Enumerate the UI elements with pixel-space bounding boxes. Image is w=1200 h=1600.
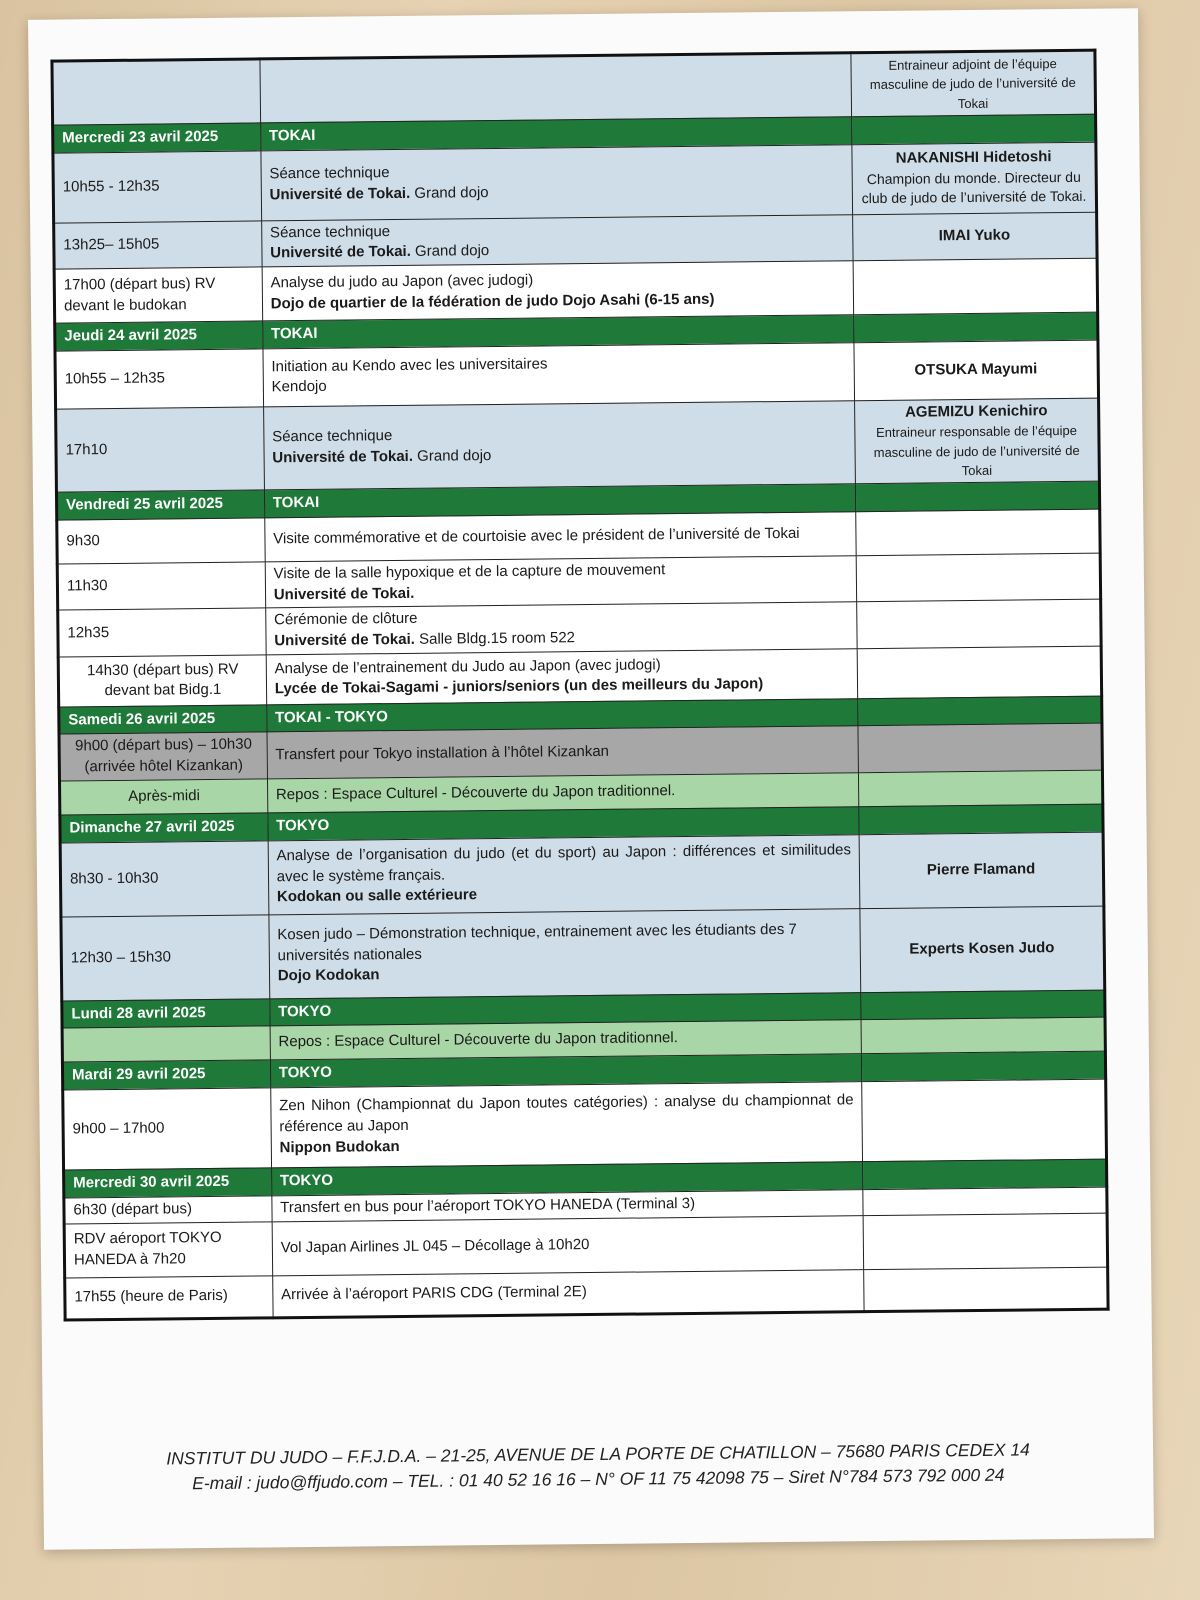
table-row: [55, 340, 1099, 409]
time-cell: 14h30 (départ bus) RV devant bat Bidg.1: [58, 655, 266, 707]
activity-cell: Séance technique Université de Tokai. Grand dojo: [263, 400, 855, 490]
time-cell: 10h55 - 12h35: [53, 151, 261, 223]
day-date: Lundi 28 avril 2025: [62, 998, 270, 1028]
trainer-cell: NAKANISHI Hidetoshi Champion du monde. Directeur du club de judo de l’université de Tokai.: [852, 142, 1097, 215]
activity-cell: Cérémonie de clôture Université de Tokai. Salle Bldg.15 room 522: [265, 602, 857, 655]
trainer-cell: Pierre Flamand: [859, 832, 1104, 909]
day-place: TOKYO: [270, 1054, 862, 1088]
activity-cell: Kosen judo – Démonstration technique, entrainement avec les étudiants des 7 universités nationales Dojo Kodokan: [269, 908, 861, 998]
schedule-sheet: [28, 8, 1154, 1550]
day-date: Mercredi 30 avril 2025: [64, 1168, 272, 1198]
activity-cell: Transfert en bus pour l’aéroport TOKYO HANEDA (Terminal 3): [272, 1189, 864, 1221]
schedule-table: [50, 49, 1109, 1321]
day-place: TOKAI: [264, 484, 856, 518]
trainer-cell: IMAI Yuko: [853, 212, 1097, 261]
time-cell: Après-midi: [59, 779, 267, 815]
activity-cell: Visite de la salle hypoxique et de la capture de mouvement Université de Tokai.: [265, 556, 857, 609]
time-cell: 13h25– 15h05: [54, 221, 262, 270]
day-place: TOKAI - TOKYO: [266, 698, 858, 732]
time-cell: 8h30 - 10h30: [60, 840, 269, 916]
activity-cell: Analyse de l’organisation du judo (et du sport) au Japon : différences et similitudes avec le système français. Kodokan ou salle extérieure: [268, 834, 860, 914]
time-cell: 17h55 (heure de Paris): [65, 1275, 273, 1319]
time-cell: 6h30 (départ bus): [64, 1195, 272, 1223]
time-cell: RDV aéroport TOKYO HANEDA à 7h20: [64, 1221, 272, 1277]
activity-cell: Zen Nihon (Championnat du Japon toutes catégories) : analyse du championnat de référence au Japon Nippon Budokan: [270, 1082, 862, 1168]
day-place: TOKYO: [268, 807, 860, 841]
trainer-cell: OTSUKA Mayumi: [854, 340, 1098, 401]
time-cell: 11h30: [57, 562, 265, 611]
trainer-role: Entraineur adjoint de l’équipe masculine de judo de l’université de Tokai: [869, 56, 1076, 111]
footer: [43, 1436, 1153, 1498]
time-cell: 17h00 (départ bus) RV devant le budokan: [54, 267, 262, 323]
activity-cell: Vol Japan Airlines JL 045 – Décollage à 10h20: [272, 1215, 864, 1275]
activity-cell: Séance technique Université de Tokai. Grand dojo: [261, 214, 853, 267]
activity-cell: Analyse du judo au Japon (avec judogi) Dojo de quartier de la fédération de judo Dojo Asahi (6-15 ans): [262, 261, 854, 321]
day-date: Dimanche 27 avril 2025: [60, 813, 268, 843]
day-date: Mardi 29 avril 2025: [62, 1060, 270, 1090]
table-row: [63, 1079, 1107, 1170]
day-place: TOKYO: [271, 1162, 863, 1196]
time-cell: 9h30: [57, 518, 265, 564]
table-row: [53, 142, 1097, 223]
activity-cell: Repos : Espace Culturel - Découverte du Japon traditionnel.: [267, 773, 859, 813]
table-row: [56, 398, 1100, 493]
activity-cell: Transfert pour Tokyo installation à l’hôtel Kizankan: [267, 726, 859, 779]
time-cell: 17h10: [56, 407, 265, 493]
trainer-cell: AGEMIZU Kenichiro Entraineur responsable de l’équipe masculine de judo de l’université de Tokai: [855, 398, 1100, 484]
day-place: TOKAI: [262, 315, 854, 349]
footer-contact: E-mail : judo@ffjudo.com – TEL. : 01 40 52 16 16 – N° OF 11 75 42098 75 – Siret N°784 573 792 000 24: [192, 1465, 1005, 1494]
activity-cell: Visite commémorative et de courtoisie avec le président de l’université de Tokai: [264, 512, 856, 562]
time-cell: 12h30 – 15h30: [61, 914, 270, 1000]
table-row: [60, 832, 1104, 917]
day-date: Vendredi 25 avril 2025: [56, 490, 264, 520]
time-cell: 12h35: [58, 608, 266, 657]
activity-cell: Repos : Espace Culturel - Découverte du Japon traditionnel.: [270, 1020, 862, 1060]
day-place: TOKYO: [270, 992, 862, 1026]
time-cell: 9h00 (départ bus) – 10h30 (arrivée hôtel Kizankan): [59, 732, 267, 781]
activity-cell: Séance technique Université de Tokai. Grand dojo: [261, 144, 853, 220]
table-row: [52, 50, 1096, 125]
activity-cell: Initiation au Kendo avec les universitaires Kendojo: [263, 342, 855, 406]
time-cell: 9h00 – 17h00: [63, 1088, 272, 1170]
day-place: TOKAI: [260, 117, 852, 151]
footer-address: INSTITUT DU JUDO – F.F.J.D.A. – 21-25, AVENUE DE LA PORTE DE CHATILLON – 75680 PARIS CEDEX 14: [166, 1439, 1030, 1469]
activity-cell: Arrivée à l’aéroport PARIS CDG (Terminal 2E): [272, 1269, 864, 1317]
day-date: Jeudi 24 avril 2025: [55, 321, 263, 351]
day-date: Samedi 26 avril 2025: [59, 705, 267, 735]
day-date: Mercredi 23 avril 2025: [53, 123, 261, 153]
table-row: [61, 906, 1105, 1001]
activity-cell: Analyse de l’entrainement du Judo au Japon (avec judogi) Lycée de Tokai-Sagami - juniors/seniors (un des meilleurs du Japon): [266, 648, 858, 704]
trainer-cell: Experts Kosen Judo: [860, 906, 1105, 993]
time-cell: 10h55 – 12h35: [55, 349, 263, 409]
